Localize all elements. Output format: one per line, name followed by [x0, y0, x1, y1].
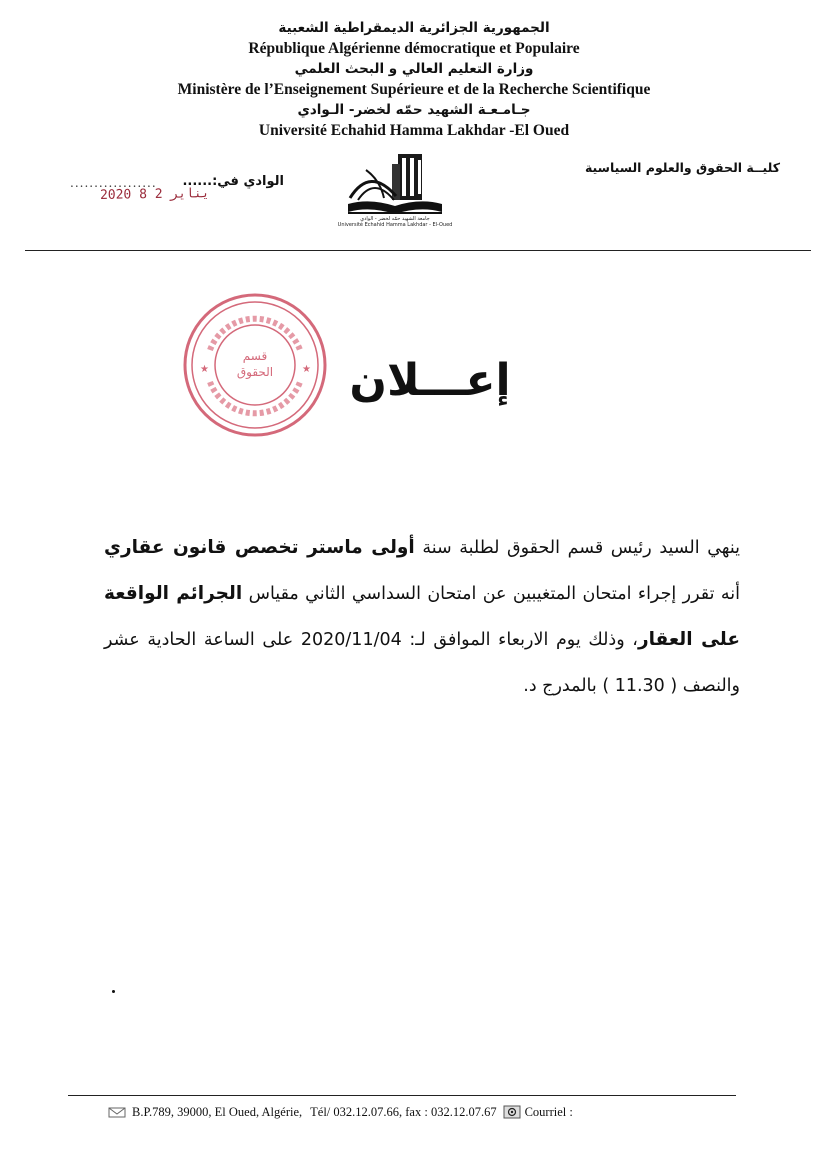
body-bold-course: الجرائم الواقعة على العقار [104, 583, 740, 650]
university-french: Université Echahid Hamma Lakhdar -El Oued [258, 121, 570, 139]
ministry-arabic: وزارة التعليم العالي و البحث العلمي [294, 61, 534, 77]
body-part-2: أنه تقرر إجراء امتحان المتغيبين عن امتحان السداسي الثاني مقياس [242, 584, 740, 604]
ministry-french: Ministère de l’Enseignement Supérieure et de la Recherche Scientifique [177, 80, 651, 98]
seal-word-law: الحقوق [236, 365, 274, 379]
logo-caption [332, 216, 458, 228]
logo-caption-arabic: جامعة الشهيد حمّه لخضر - الوادي [360, 216, 430, 222]
date-field [70, 174, 290, 208]
stray-dot [112, 990, 115, 993]
footer-contact [108, 1102, 748, 1122]
footer-email-label: Courriel : [524, 1104, 573, 1119]
svg-text:★: ★ [200, 364, 209, 375]
body-part-3: ، وذلك يوم الاربعاء الموافق لـ: 2020/11/04 على الساعة الحادية عشر والنصف ( 11.30 ) بالمدرج د. [104, 630, 740, 696]
logo-caption-french: Université Echahid Hamma Lakhdar - El-Oued [337, 222, 453, 228]
body-part-1: ينهي السيد رئيس قسم الحقوق لطلبة سنة [414, 538, 740, 558]
announcement-body [104, 525, 740, 709]
body-bold-program: أولى ماستر تخصص قانون عقاري [104, 537, 415, 558]
faculty-name: كليــة الحقوق والعلوم السياسية [584, 160, 780, 175]
department-seal-icon [180, 290, 330, 440]
seal-word-department: قسم [242, 349, 268, 363]
letterhead [0, 18, 828, 141]
seal-center-text [225, 348, 285, 380]
footer-address: B.P.789, 39000, El Oued, Algérie, [132, 1104, 303, 1119]
republic-french: République Algérienne démocratique et Populaire [248, 39, 580, 57]
footer-phone-fax: Tél/ 032.12.07.66, fax : 032.12.07.67 [310, 1104, 497, 1119]
svg-text:★: ★ [302, 364, 311, 375]
date-dots: .................. [70, 176, 157, 190]
university-arabic: جـامـعـة الشهيد حمّه لخضر- الـوادي [297, 102, 531, 118]
republic-arabic: الجمهورية الجزائرية الديمقراطية الشعبية [278, 20, 550, 36]
footer-divider [68, 1095, 736, 1096]
announcement-title: إعـــلان [349, 355, 511, 406]
mailbox-icon [108, 1105, 126, 1119]
date-stamp: 2020 ﻳﻨﺎﻳﺮ 2 8 [99, 186, 210, 203]
header-divider [25, 250, 811, 251]
date-label: الوادي في:...... [182, 174, 284, 189]
email-icon [503, 1105, 521, 1119]
